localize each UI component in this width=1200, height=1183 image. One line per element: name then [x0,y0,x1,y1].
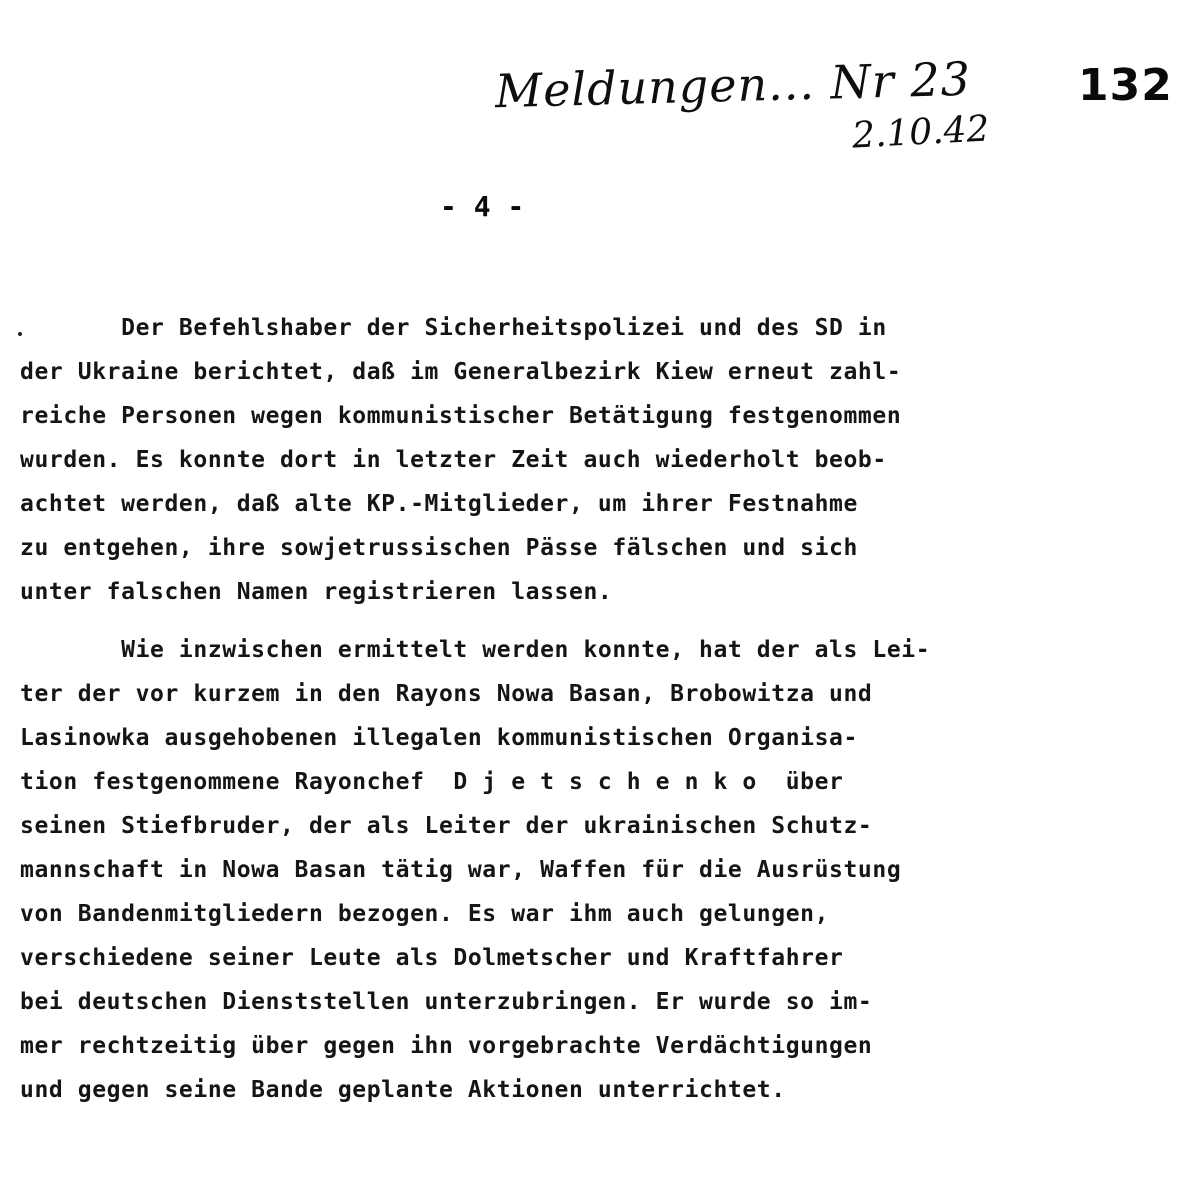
paragraph-1 [20,306,1180,614]
text-line: wurden. Es konnte dort in letzter Zeit auch wiederholt beob- [20,447,887,473]
folio-number: 132 [1078,60,1173,111]
handwritten-title: Meldungen... Nr 23 [494,51,972,119]
text-line: mannschaft in Nowa Basan tätig war, Waffen für die Ausrüstung [20,857,902,883]
handwritten-date: 2.10.42 [851,108,991,157]
text-line: mer rechtzeitig über gegen ihn vorgebrachte Verdächtigungen [20,1033,873,1059]
text-line: seinen Stiefbruder, der als Leiter der ukrainischen Schutz- [20,813,873,839]
text-line: von Bandenmitgliedern bezogen. Es war ihm auch gelungen, [20,901,830,927]
text-line: unter falschen Namen registrieren lassen. [20,579,613,605]
text-line: Wie inzwischen ermittelt werden konnte, hat der als Lei- [20,637,931,663]
page-number: - 4 - [440,190,525,223]
text-line: ter der vor kurzem in den Rayons Nowa Basan, Brobowitza und [20,681,873,707]
paragraph-2 [20,628,1180,1112]
text-line: zu entgehen, ihre sowjetrussischen Pässe fälschen und sich [20,535,858,561]
text-line: verschiedene seiner Leute als Dolmetscher und Kraftfahrer [20,945,844,971]
text-line: und gegen seine Bande geplante Aktionen unterrichtet. [20,1077,786,1103]
text-line: Der Befehlshaber der Sicherheitspolizei und des SD in [20,315,887,341]
body-text [20,306,1180,1126]
text-line: Lasinowka ausgehobenen illegalen kommunistischen Organisa- [20,725,858,751]
text-line: bei deutschen Dienststellen unterzubringen. Er wurde so im- [20,989,873,1015]
text-line: der Ukraine berichtet, daß im Generalbezirk Kiew erneut zahl- [20,359,902,385]
text-line: achtet werden, daß alte KP.-Mitglieder, um ihrer Festnahme [20,491,858,517]
text-line: reiche Personen wegen kommunistischer Betätigung festgenommen [20,403,902,429]
text-line: tion festgenommene Rayonchef D j e t s c h e n k o über [20,769,844,795]
